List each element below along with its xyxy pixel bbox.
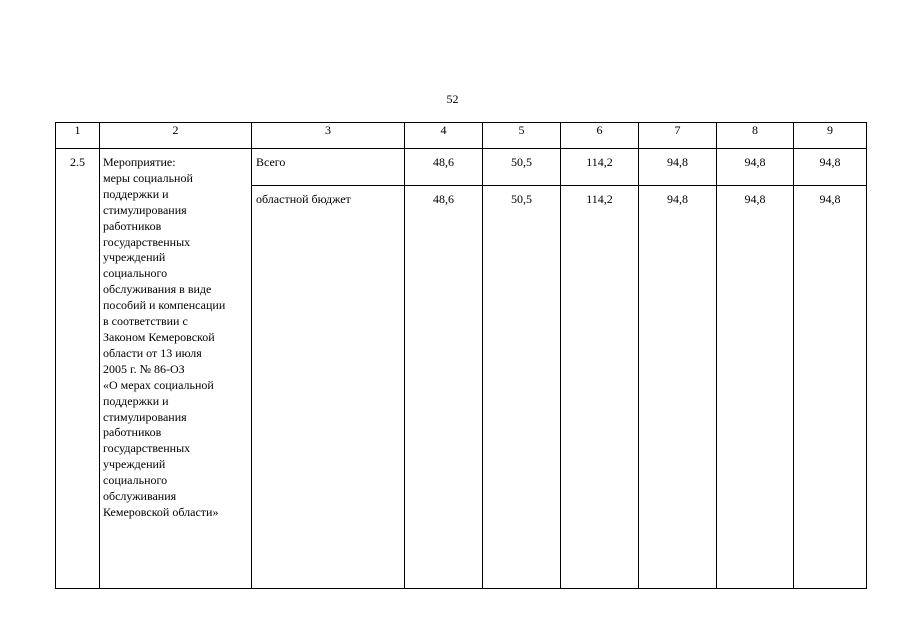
table-row-total <box>56 149 867 186</box>
value-cell: 114,2 <box>561 186 639 589</box>
funding-source-cell: областной бюджет <box>252 186 405 589</box>
description-line: работников <box>103 218 162 233</box>
description-line: государственных <box>103 441 191 456</box>
description-line: обслуживания <box>103 489 177 504</box>
header-cell: 1 <box>56 123 100 149</box>
value-cell: 94,8 <box>717 149 794 186</box>
header-cell: 6 <box>561 123 639 149</box>
header-cell: 8 <box>717 123 794 149</box>
header-cell: 7 <box>639 123 717 149</box>
budget-table <box>55 122 867 589</box>
header-cell: 3 <box>252 123 405 149</box>
header-cell: 4 <box>405 123 483 149</box>
description-line: меры социальной <box>103 170 193 185</box>
funding-source-cell: Всего <box>252 149 405 186</box>
description-line: поддержки и <box>103 393 169 408</box>
measure-description-cell <box>100 149 252 589</box>
description-line: стимулирования <box>103 202 187 217</box>
description-line: Законом Кемеровской <box>103 329 215 344</box>
description-line: Мероприятие: <box>103 155 176 169</box>
description-line: пособий и компенсации <box>103 298 226 313</box>
description-line: социального <box>103 473 168 488</box>
description-line: Кемеровской области» <box>103 504 219 519</box>
table-header-row <box>56 123 867 149</box>
description-line: «О мерах социальной <box>103 377 214 392</box>
value-cell: 50,5 <box>483 186 561 589</box>
description-line: социального <box>103 266 168 281</box>
value-cell: 48,6 <box>405 186 483 589</box>
description-line: учреждений <box>103 457 166 472</box>
value-cell: 48,6 <box>405 149 483 186</box>
description-line: учреждений <box>103 250 166 265</box>
description-line: стимулирования <box>103 409 187 424</box>
value-cell: 94,8 <box>639 186 717 589</box>
value-cell: 114,2 <box>561 149 639 186</box>
value-cell: 94,8 <box>639 149 717 186</box>
value-cell: 94,8 <box>794 149 867 186</box>
description-line: работников <box>103 425 162 440</box>
value-cell: 94,8 <box>717 186 794 589</box>
description-line: в соответствии с <box>103 314 188 329</box>
description-line: поддержки и <box>103 186 169 201</box>
description-line: 2005 г. № 86-ОЗ <box>103 361 185 376</box>
value-cell: 50,5 <box>483 149 561 186</box>
header-cell: 9 <box>794 123 867 149</box>
description-line: области от 13 июля <box>103 345 202 360</box>
description-line: обслуживания в виде <box>103 282 212 297</box>
page-number: 52 <box>446 92 459 106</box>
item-number-cell: 2.5 <box>56 149 100 589</box>
header-cell: 2 <box>100 123 252 149</box>
description-line: государственных <box>103 234 191 249</box>
header-cell: 5 <box>483 123 561 149</box>
value-cell: 94,8 <box>794 186 867 589</box>
